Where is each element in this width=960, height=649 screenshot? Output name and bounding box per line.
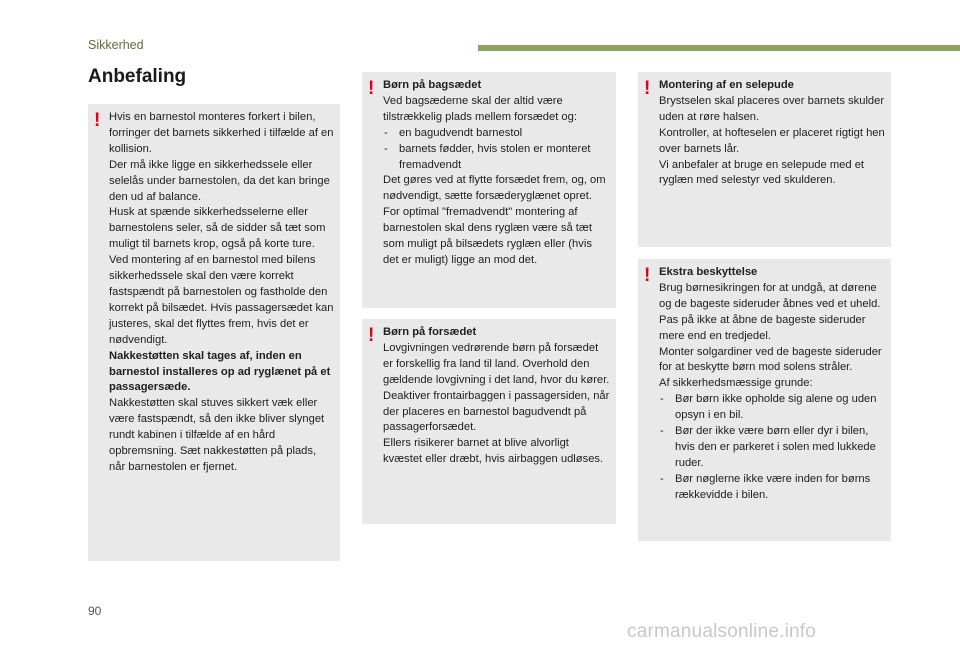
exclamation-icon: ! [368, 78, 375, 99]
exclamation-icon: ! [644, 265, 651, 286]
paragraph: For optimal "fremadvendt" montering af barnestolen skal dens ryglæn være så tæt som muligt på bilsædets ryglæn eller (hvis det er muligt) ligge an mod det. [383, 206, 592, 266]
paragraph: Af sikkerhedsmæssige grunde: [659, 377, 813, 390]
paragraph: Ved montering af en barnestol med bilens sikkerhedssele skal den være korrekt fastspændt på barnestolen og fastholde den korrekt på bilsædet. Hvis passagersædet kan justeres, skal det flyttes frem, hvis det er nødvendigt. [109, 254, 334, 346]
box-title: Børn på bagsædet [383, 79, 482, 91]
paragraph: Vi anbefaler at bruge en selepude med et ryglæn med selestyr ved skulderen. [659, 158, 865, 187]
exclamation-icon: ! [644, 78, 651, 99]
list-item: - Bør der ikke være børn eller dyr i bilen, hvis den er parkeret i solen med lukkede ruder. [659, 424, 885, 472]
paragraph: Pas på ikke at åbne de bageste sideruder mere end en tredjedel. [659, 313, 866, 342]
box-title: Montering af en selepude [659, 79, 794, 91]
paragraph: Nakkestøtten skal stuves sikkert væk eller være fastspændt, så den ikke bliver slynget rundt kabinen i tilfælde af en hård opbremsning. Sæt nakkestøtten på plads, når barnestolen er fjernet. [109, 397, 325, 473]
warning-box-extra-protection [638, 259, 891, 541]
warning-box-rear-seat [362, 72, 616, 308]
paragraph: Det gøres ved at flytte forsædet frem, og, om nødvendigt, sætte forsæderyglænet opret. [383, 174, 606, 203]
exclamation-icon: ! [94, 110, 101, 131]
header-accent-bar [478, 45, 960, 51]
paragraph: Deaktiver frontairbaggen i passagersiden, når der placeres en barnestol bagudvendt på passagerforsædet. [383, 389, 610, 434]
paragraph: Der må ikke ligge en sikkerhedssele eller selelås under barnestolen, da det kan bringe den ud af balance. [109, 158, 330, 203]
list-item: - Bør nøglerne ikke være inden for børns rækkevidde i bilen. [659, 472, 885, 504]
list-item: - barnets fødder, hvis stolen er monteret fremadvendt [383, 142, 610, 174]
paragraph: Brystselen skal placeres over barnets skulder uden at røre halsen. [659, 94, 885, 123]
paragraph: Lovgivningen vedrørende børn på forsædet er forskellig fra land til land. Overhold den gældende lovgivning i det land, hvor du kører. [383, 341, 610, 386]
warning-box-front-seat [362, 319, 616, 524]
warning-box-booster-cushion [638, 72, 891, 247]
page-title: Anbefaling [88, 66, 187, 87]
paragraph: Ved bagsæderne skal der altid være tilstrækkelig plads mellem forsædet og: [383, 94, 577, 123]
exclamation-icon: ! [368, 325, 375, 346]
bold-paragraph: Nakkestøtten skal tages af, inden en barnestol installeres op ad ryglænet på et passagersæde. [109, 349, 331, 394]
paragraph: Brug børnesikringen for at undgå, at dørene og de bageste sideruder åbnes ved et uheld. [659, 281, 881, 310]
box-title: Ekstra beskyttelse [659, 266, 758, 278]
list-item: - en bagudvendt barnestol [383, 126, 610, 142]
paragraph: Ellers risikerer barnet at blive alvorligt kvæstet eller dræbt, hvis airbaggen udløses. [383, 437, 604, 466]
list-item: - Bør børn ikke opholde sig alene og uden opsyn i en bil. [659, 392, 885, 424]
paragraph: Hvis en barnestol monteres forkert i bilen, forringer det barnets sikkerhed i tilfælde af en kollision. [109, 111, 334, 155]
bullet-list [659, 392, 885, 503]
box-title: Børn på forsædet [383, 326, 477, 338]
paragraph: Kontroller, at hofteselen er placeret rigtigt hen over barnets lår. [659, 126, 885, 155]
watermark: carmanualsonline.info [627, 621, 817, 642]
paragraph: Husk at spænde sikkerhedsselerne eller barnestolens seler, så de sidder så tæt som muligt til barnets krop, også på korte ture. [109, 206, 326, 251]
page-number: 90 [88, 604, 102, 618]
section-label: Sikkerhed [88, 38, 144, 52]
paragraph: Monter solgardiner ved de bageste sideruder for at beskytte børn mod solens stråler. [659, 345, 882, 374]
warning-box-recommendation [88, 104, 340, 561]
bullet-list [383, 126, 610, 174]
